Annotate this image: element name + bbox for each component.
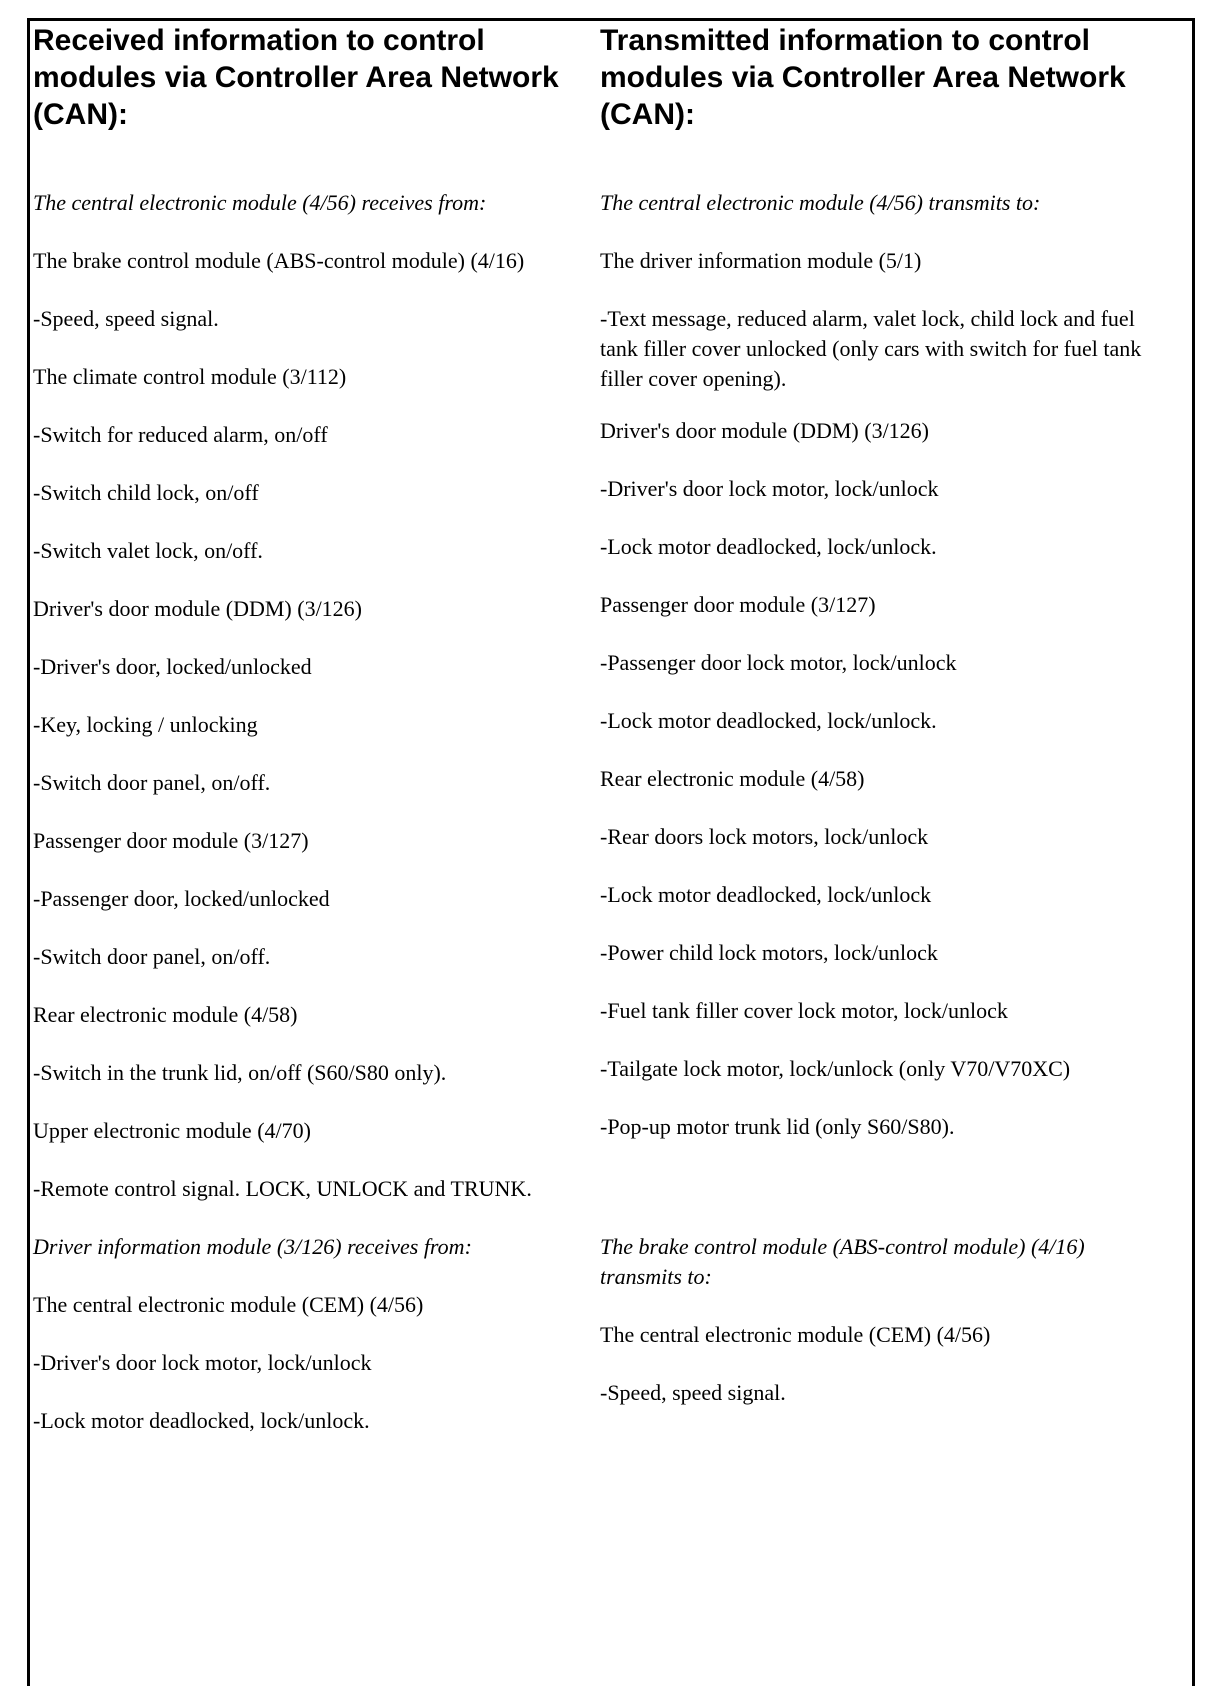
left-line-13: -Switch door panel, on/off.: [33, 944, 271, 969]
left-line-18: Driver information module (3/126) receives from:: [33, 1234, 472, 1259]
left-line-7: Driver's door module (DDM) (3/126): [33, 596, 363, 621]
right-line-15: -Pop-up motor trunk lid (only S60/S80).: [600, 1114, 955, 1139]
right-line-1: The driver information module (5/1): [600, 248, 922, 273]
left-line-16: Upper electronic module (4/70): [33, 1118, 311, 1143]
right-line-11: -Lock motor deadlocked, lock/unlock: [600, 882, 932, 907]
left-line-2: -Speed, speed signal.: [33, 306, 219, 331]
received-heading: Received information to control modules via Controller Area Network (CAN):: [33, 24, 559, 131]
right-line-10: -Rear doors lock motors, lock/unlock: [600, 824, 929, 849]
right-line-14: -Tailgate lock motor, lock/unlock (only V70/V70XC): [600, 1056, 1071, 1081]
left-line-0: The central electronic module (4/56) receives from:: [33, 190, 487, 215]
table-top-border: [27, 18, 1195, 21]
right-line-2: -Text message, reduced alarm, valet lock, child lock and fuel tank filler cover unlocked (only cars with switch for fuel tank filler cover opening).: [600, 306, 1142, 391]
right-line-17: The central electronic module (CEM) (4/56): [600, 1322, 991, 1347]
left-line-14: Rear electronic module (4/58): [33, 1002, 298, 1027]
left-line-10: -Switch door panel, on/off.: [33, 770, 271, 795]
left-line-6: -Switch valet lock, on/off.: [33, 538, 263, 563]
left-line-17: -Remote control signal. LOCK, UNLOCK and TRUNK.: [33, 1176, 532, 1201]
right-line-18: -Speed, speed signal.: [600, 1380, 786, 1405]
table-right-border: [1192, 18, 1195, 1686]
right-line-16: The brake control module (ABS-control module) (4/16) transmits to:: [600, 1234, 1085, 1289]
right-line-0: The central electronic module (4/56) transmits to:: [600, 190, 1041, 215]
right-line-7: -Passenger door lock motor, lock/unlock: [600, 650, 957, 675]
left-line-15: -Switch in the trunk lid, on/off (S60/S80 only).: [33, 1060, 447, 1085]
left-line-21: -Lock motor deadlocked, lock/unlock.: [33, 1408, 370, 1433]
left-line-3: The climate control module (3/112): [33, 364, 347, 389]
table-left-border: [27, 18, 30, 1686]
transmitted-heading: Transmitted information to control modules via Controller Area Network (CAN):: [600, 24, 1126, 131]
left-line-8: -Driver's door, locked/unlocked: [33, 654, 312, 679]
left-line-19: The central electronic module (CEM) (4/56): [33, 1292, 424, 1317]
right-line-12: -Power child lock motors, lock/unlock: [600, 940, 938, 965]
right-line-6: Passenger door module (3/127): [600, 592, 876, 617]
left-line-12: -Passenger door, locked/unlocked: [33, 886, 330, 911]
left-line-11: Passenger door module (3/127): [33, 828, 309, 853]
left-line-5: -Switch child lock, on/off: [33, 480, 259, 505]
left-line-1: The brake control module (ABS-control module) (4/16): [33, 248, 525, 273]
right-line-9: Rear electronic module (4/58): [600, 766, 865, 791]
right-line-8: -Lock motor deadlocked, lock/unlock.: [600, 708, 937, 733]
left-line-20: -Driver's door lock motor, lock/unlock: [33, 1350, 372, 1375]
right-line-3: Driver's door module (DDM) (3/126): [600, 418, 930, 443]
left-line-4: -Switch for reduced alarm, on/off: [33, 422, 328, 447]
left-line-9: -Key, locking / unlocking: [33, 712, 258, 737]
right-line-13: -Fuel tank filler cover lock motor, lock/unlock: [600, 998, 1008, 1023]
right-line-4: -Driver's door lock motor, lock/unlock: [600, 476, 939, 501]
right-line-5: -Lock motor deadlocked, lock/unlock.: [600, 534, 937, 559]
